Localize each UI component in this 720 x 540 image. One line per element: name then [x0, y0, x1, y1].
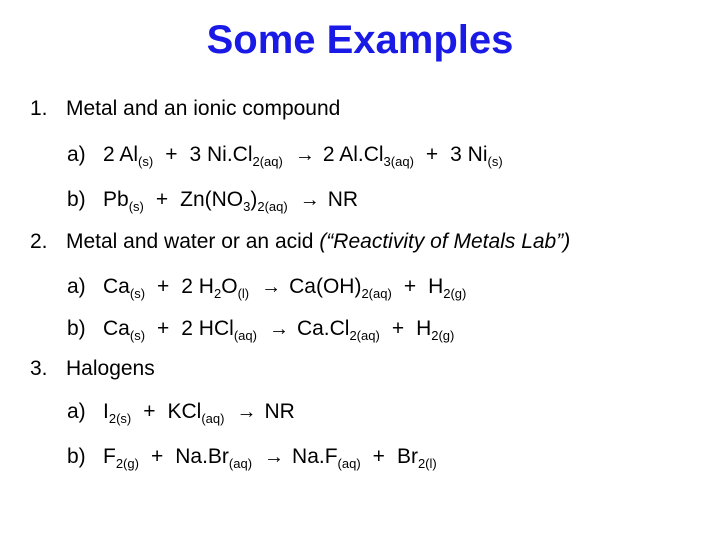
example-label: b)	[67, 188, 86, 211]
plus-sign: +	[403, 275, 417, 298]
example-label: b)	[67, 317, 86, 340]
formula-text: 2 HCl	[181, 317, 234, 340]
plus-sign: +	[425, 143, 439, 166]
formula-text: Ca(OH)	[289, 275, 362, 298]
plus-sign: +	[155, 188, 169, 211]
section-3-heading	[30, 356, 155, 381]
formula-text: Zn(NO	[180, 188, 244, 211]
reaction-arrow-icon: →	[294, 144, 315, 166]
section-2-number: 2.	[30, 230, 48, 253]
subscript: 3	[243, 199, 251, 214]
section-1-number: 1.	[30, 97, 48, 120]
formula-text: Br	[396, 445, 418, 468]
subscript: (s)	[138, 154, 154, 169]
equation-2b	[67, 316, 454, 344]
subscript: (s)	[128, 199, 144, 214]
formula-text: 3 Ni	[450, 143, 488, 166]
formula-text: 3 Ni.Cl	[189, 143, 253, 166]
section-2-heading	[30, 229, 570, 254]
example-label: a)	[67, 143, 86, 166]
equation-2a	[67, 274, 466, 302]
formula-text: Ca	[103, 275, 130, 298]
subscript: 2(g)	[115, 456, 139, 471]
formula-text: H	[416, 317, 432, 340]
example-label: b)	[67, 445, 86, 468]
section-3-number: 3.	[30, 357, 48, 380]
example-label: a)	[67, 400, 86, 423]
formula-text: Pb	[103, 188, 129, 211]
subscript: 2(aq)	[349, 328, 380, 343]
formula-text: Na.Br	[175, 445, 229, 468]
subscript: 2(s)	[108, 411, 132, 426]
subscript: (l)	[237, 286, 250, 301]
subscript: (aq)	[337, 456, 361, 471]
subscript: (aq)	[233, 328, 257, 343]
formula-text: 2 H	[181, 275, 214, 298]
reaction-arrow-icon: →	[264, 446, 285, 468]
equation-3a	[67, 399, 295, 427]
formula-text: I	[103, 400, 109, 423]
subscript: 2(aq)	[257, 199, 288, 214]
formula-text: F	[103, 445, 116, 468]
formula-text: O	[221, 275, 238, 298]
formula-text: 2 Al	[103, 143, 139, 166]
formula-text: Ca	[103, 317, 130, 340]
subscript: (aq)	[201, 411, 225, 426]
subscript: (s)	[129, 286, 146, 301]
formula-text: NR	[264, 400, 295, 423]
reaction-arrow-icon: →	[236, 401, 257, 423]
plus-sign: +	[165, 143, 178, 166]
subscript: 2(g)	[443, 286, 467, 301]
section-2-heading-note: (“Reactivity of Metals Lab”)	[319, 230, 571, 253]
formula-text: KCl	[167, 400, 202, 423]
formula-text: H	[428, 275, 444, 298]
reaction-arrow-icon: →	[268, 318, 289, 340]
plus-sign: +	[143, 400, 156, 423]
slide-title: Some Examples	[206, 18, 514, 62]
formula-text: NR	[327, 188, 359, 211]
section-1-heading-text: Metal and an ionic compound	[66, 97, 341, 120]
example-label: a)	[67, 275, 86, 298]
plus-sign: +	[157, 317, 170, 340]
section-1-heading	[30, 96, 340, 121]
plus-sign: +	[372, 445, 385, 468]
formula-text: Na.F	[292, 445, 338, 468]
equation-3b	[67, 444, 437, 472]
plus-sign: +	[391, 317, 405, 340]
subscript: 2(g)	[431, 328, 455, 343]
equation-1b	[67, 187, 358, 215]
reaction-arrow-icon: →	[261, 276, 282, 298]
formula-text: 2 Al.Cl	[322, 143, 384, 166]
subscript: 2(aq)	[252, 154, 283, 169]
equation-1a	[67, 142, 503, 170]
subscript: (aq)	[228, 456, 253, 471]
formula-text: )	[250, 188, 258, 211]
plus-sign: +	[157, 275, 170, 298]
section-3-heading-text: Halogens	[66, 357, 155, 380]
plus-sign: +	[150, 445, 164, 468]
subscript: 2	[213, 286, 222, 301]
subscript: 2(l)	[417, 456, 437, 471]
subscript: 3(aq)	[383, 154, 414, 169]
subscript: (s)	[129, 328, 146, 343]
reaction-arrow-icon: →	[299, 189, 320, 211]
section-2-heading-text: Metal and water or an acid	[66, 230, 314, 253]
formula-text: Ca.Cl	[296, 317, 350, 340]
subscript: 2(aq)	[361, 286, 392, 301]
subscript: (s)	[487, 154, 503, 169]
